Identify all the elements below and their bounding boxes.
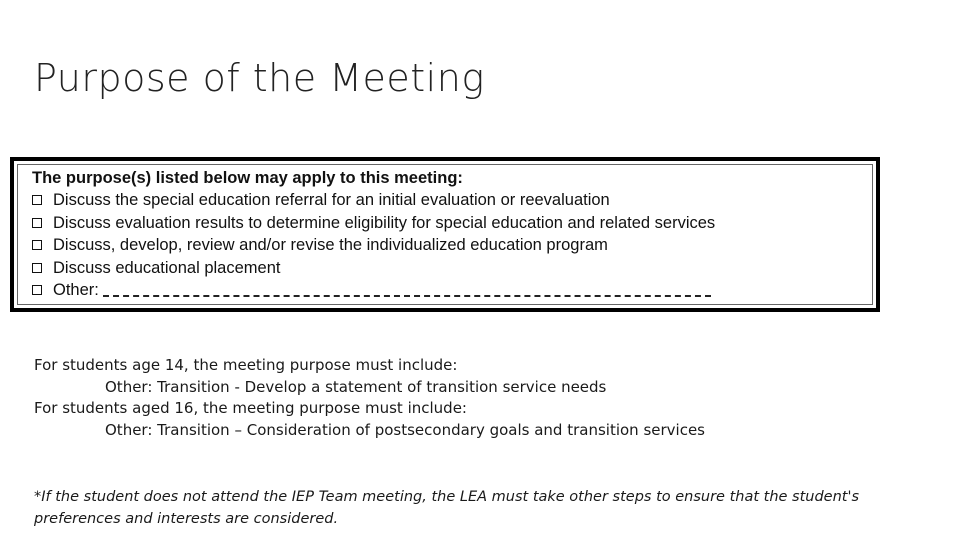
note-line: For students aged 16, the meeting purpose must include: [34, 399, 467, 417]
requirements-text [34, 355, 705, 441]
note-line-indented: Other: Transition – Consideration of postsecondary goals and transition services [105, 420, 705, 439]
purpose-option [32, 189, 866, 212]
purpose-option-label: Other: [53, 281, 99, 299]
purpose-option-label: Discuss the special education referral for an initial evaluation or reevaluation [53, 191, 610, 209]
checkbox-icon [32, 263, 42, 273]
purpose-option [32, 257, 866, 280]
note-line-indented: Other: Transition - Develop a statement of transition service needs [105, 377, 607, 396]
purpose-option [32, 234, 866, 257]
checkbox-icon [32, 285, 42, 295]
note-line: For students age 14, the meeting purpose must include: [34, 356, 458, 374]
form-heading: The purpose(s) listed below may apply to this meeting: [32, 169, 463, 187]
purpose-option-label: Discuss, develop, review and/or revise the individualized education program [53, 236, 608, 254]
form-excerpt [10, 157, 880, 312]
checkbox-icon [32, 218, 42, 228]
other-blank-line [103, 283, 711, 297]
purpose-option-label: Discuss evaluation results to determine eligibility for special education and related services [53, 213, 716, 232]
checkbox-icon [32, 240, 42, 250]
purpose-option-other [32, 279, 866, 302]
purpose-option [32, 212, 866, 235]
checkbox-icon [32, 195, 42, 205]
footnote: *If the student does not attend the IEP Team meeting, the LEA must take other steps to ensure that the student's preferences and interests are considered. [34, 489, 860, 527]
purpose-option-label: Discuss educational placement [53, 258, 281, 277]
slide-title: Purpose of the Meeting [34, 56, 485, 100]
